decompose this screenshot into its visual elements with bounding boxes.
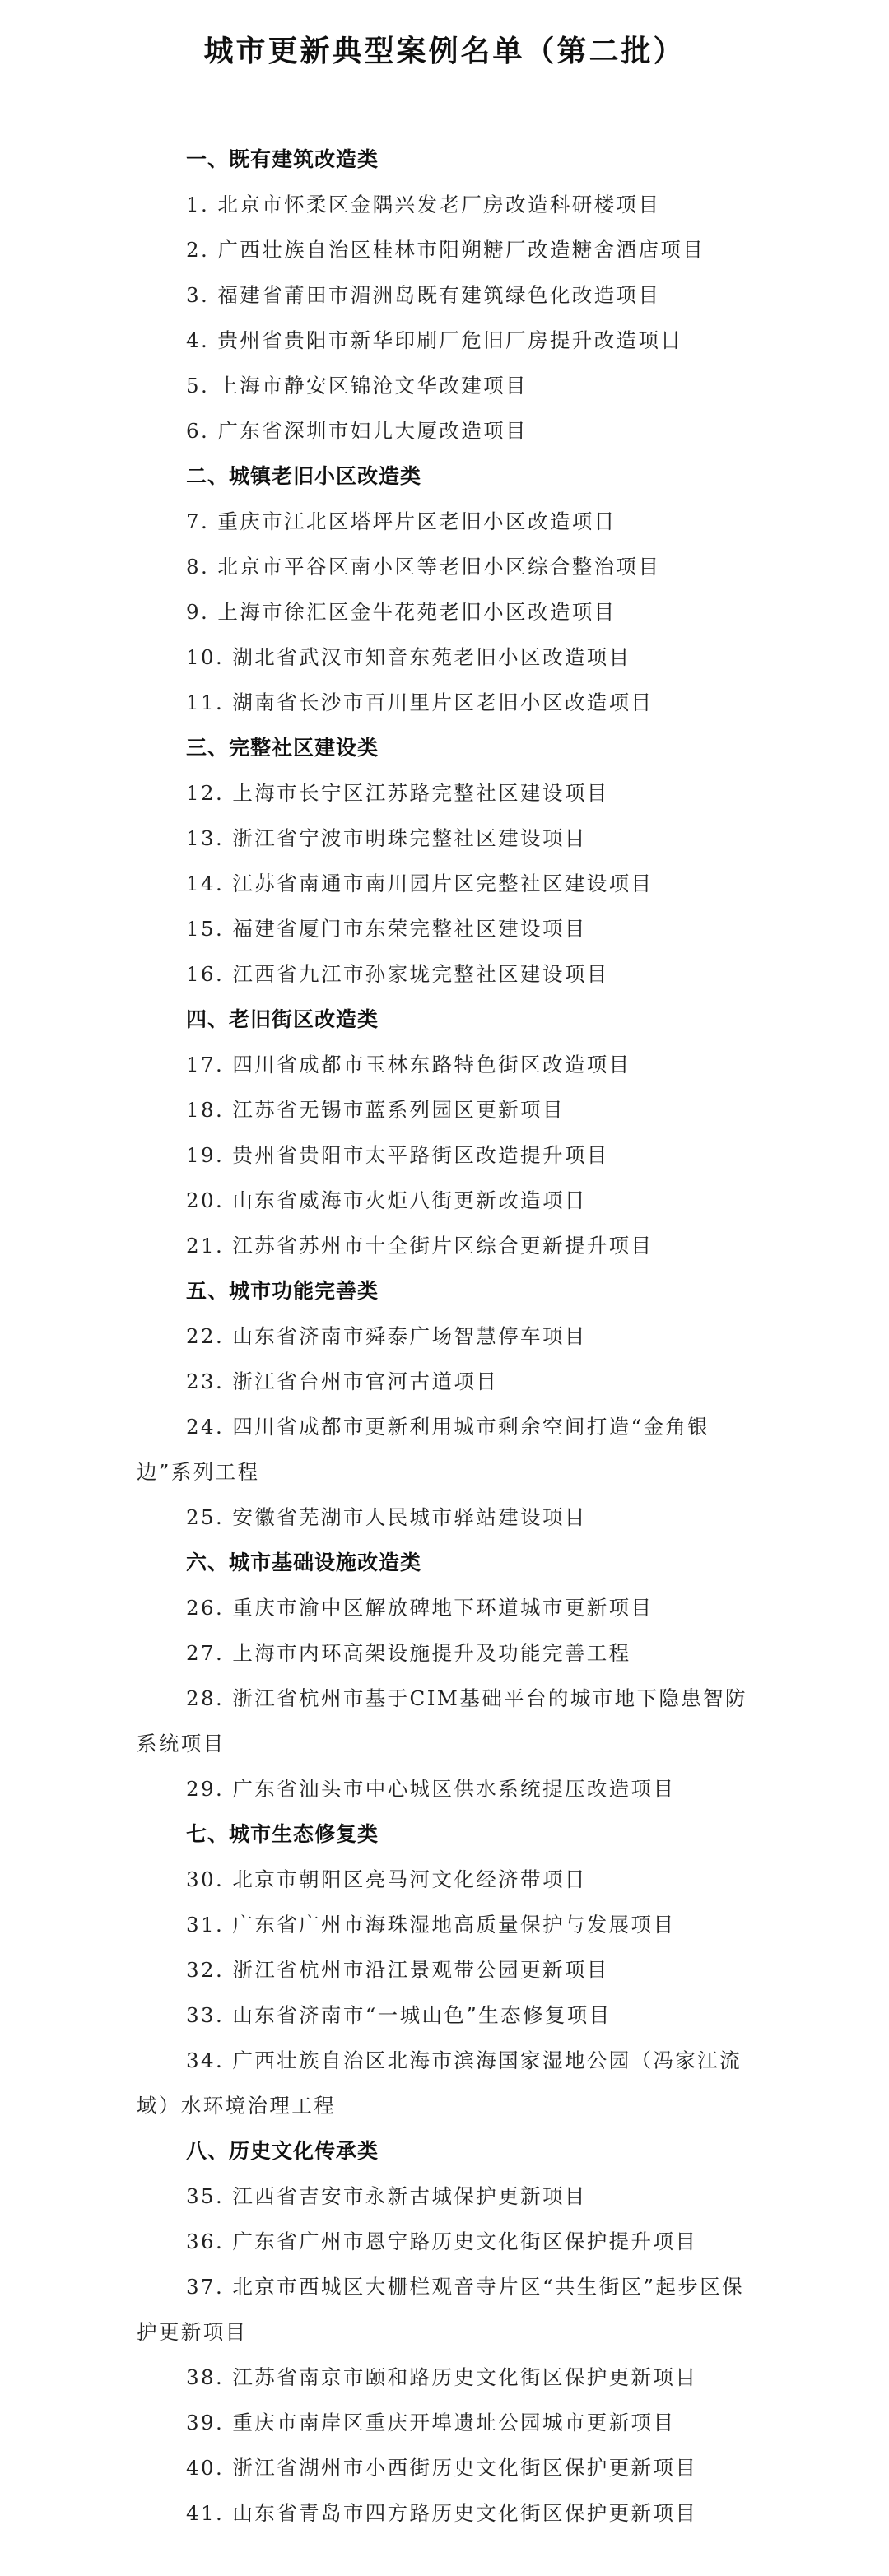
- section-heading: 六、城市基础设施改造类: [186, 1551, 422, 1574]
- case-item: 25. 安徽省芜湖市人民城市驿站建设项目: [186, 1505, 587, 1529]
- section-heading: 五、城市功能完善类: [186, 1279, 379, 1303]
- case-item: 11. 湖南省长沙市百川里片区老旧小区改造项目: [186, 690, 654, 714]
- case-item: 39. 重庆市南岸区重庆开埠遗址公园城市更新项目: [186, 2411, 676, 2434]
- case-item: 38. 江苏省南京市颐和路历史文化街区保护更新项目: [186, 2365, 698, 2389]
- case-item: 12. 上海市长宁区江苏路完整社区建设项目: [186, 781, 609, 805]
- section-heading: 三、完整社区建设类: [186, 736, 379, 760]
- case-item: 24. 四川省成都市更新利用城市剩余空间打造“金角银边”系列工程: [137, 1415, 710, 1484]
- case-item: 31. 广东省广州市海珠湿地高质量保护与发展项目: [186, 1913, 676, 1937]
- case-item: 16. 江西省九江市孙家垅完整社区建设项目: [186, 962, 609, 986]
- case-item: 4. 贵州省贵阳市新华印刷厂危旧厂房提升改造项目: [186, 328, 683, 352]
- case-item: 9. 上海市徐汇区金牛花苑老旧小区改造项目: [186, 600, 617, 624]
- case-item: 27. 上海市内环高架设施提升及功能完善工程: [186, 1641, 631, 1665]
- case-item: 23. 浙江省台州市官河古道项目: [186, 1369, 499, 1393]
- case-item: 29. 广东省汕头市中心城区供水系统提压改造项目: [186, 1777, 676, 1801]
- case-item: 32. 浙江省杭州市沿江景观带公园更新项目: [186, 1958, 609, 1982]
- case-item: 3. 福建省莆田市湄洲岛既有建筑绿色化改造项目: [186, 283, 661, 307]
- case-item: 13. 浙江省宁波市明珠完整社区建设项目: [186, 826, 587, 850]
- case-item: 14. 江苏省南通市南川园片区完整社区建设项目: [186, 872, 654, 895]
- case-item: 19. 贵州省贵阳市太平路街区改造提升项目: [186, 1143, 609, 1167]
- section-heading: 二、城镇老旧小区改造类: [186, 464, 422, 488]
- case-item: 17. 四川省成都市玉林东路特色街区改造项目: [186, 1053, 631, 1076]
- section-heading: 七、城市生态修复类: [186, 1822, 379, 1846]
- case-item: 10. 湖北省武汉市知音东苑老旧小区改造项目: [186, 645, 631, 669]
- case-item: 33. 山东省济南市“一城山色”生态修复项目: [186, 2003, 612, 2027]
- case-item: 8. 北京市平谷区南小区等老旧小区综合整治项目: [186, 555, 661, 579]
- section-heading: 八、历史文化传承类: [186, 2139, 379, 2163]
- case-item: 20. 山东省威海市火炬八街更新改造项目: [186, 1188, 587, 1212]
- case-item: 7. 重庆市江北区塔坪片区老旧小区改造项目: [186, 509, 617, 533]
- case-item: 21. 江苏省苏州市十全街片区综合更新提升项目: [186, 1234, 654, 1258]
- case-item: 28. 浙江省杭州市基于CIM基础平台的城市地下隐患智防系统项目: [137, 1686, 747, 1755]
- case-item: 26. 重庆市渝中区解放碑地下环道城市更新项目: [186, 1596, 654, 1620]
- case-item: 15. 福建省厦门市东荣完整社区建设项目: [186, 917, 587, 941]
- case-item: 18. 江苏省无锡市蓝系列园区更新项目: [186, 1098, 565, 1122]
- case-item: 2. 广西壮族自治区桂林市阳朔糖厂改造糖舍酒店项目: [186, 238, 705, 262]
- section-heading: 一、既有建筑改造类: [186, 147, 379, 171]
- case-item: 35. 江西省吉安市永新古城保护更新项目: [186, 2184, 587, 2208]
- case-list: [137, 137, 754, 2536]
- case-item: 40. 浙江省湖州市小西街历史文化街区保护更新项目: [186, 2456, 698, 2480]
- case-item: 1. 北京市怀柔区金隅兴发老厂房改造科研楼项目: [186, 193, 661, 216]
- case-item: 36. 广东省广州市恩宁路历史文化街区保护提升项目: [186, 2230, 698, 2253]
- page-title: 城市更新典型案例名单（第二批）: [203, 35, 686, 68]
- section-heading: 四、老旧街区改造类: [186, 1007, 379, 1031]
- case-item: 34. 广西壮族自治区北海市滨海国家湿地公园（冯家江流域）水环境治理工程: [137, 2048, 742, 2118]
- case-item: 37. 北京市西城区大栅栏观音寺片区“共生街区”起步区保护更新项目: [137, 2275, 744, 2344]
- case-item: 5. 上海市静安区锦沧文华改建项目: [186, 374, 528, 398]
- case-item: 30. 北京市朝阳区亮马河文化经济带项目: [186, 1867, 587, 1891]
- case-item: 22. 山东省济南市舜泰广场智慧停车项目: [186, 1324, 587, 1348]
- case-item: 41. 山东省青岛市四方路历史文化街区保护更新项目: [186, 2501, 698, 2525]
- case-item: 6. 广东省深圳市妇儿大厦改造项目: [186, 419, 528, 443]
